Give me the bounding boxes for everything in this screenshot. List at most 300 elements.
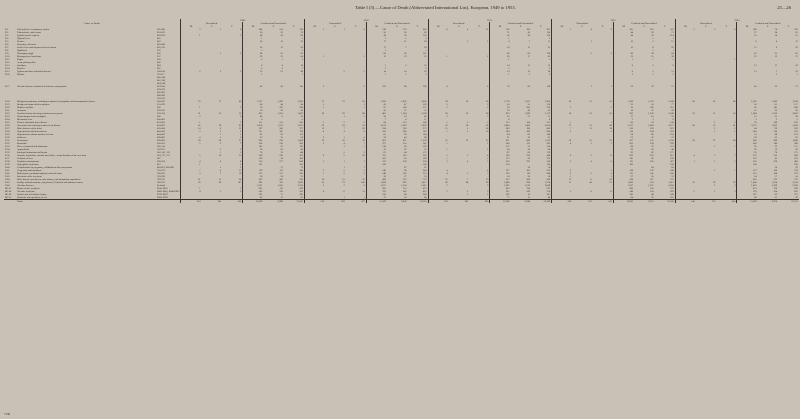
value-cell: 242 xyxy=(402,190,407,193)
value-cell: 58 xyxy=(300,136,303,139)
row-number: B 21. xyxy=(5,109,11,112)
sex-header: T. xyxy=(416,25,419,28)
value-cell: 343 xyxy=(243,190,264,193)
value-cell: 24 xyxy=(280,175,283,178)
value-cell: 1 xyxy=(301,73,303,76)
value-cell: 23,607 xyxy=(284,200,305,204)
value-cell: 43 xyxy=(547,55,551,58)
value-cell: 3 xyxy=(610,169,612,172)
value-cell: 8 xyxy=(672,118,674,121)
value-cell: 25 xyxy=(280,145,283,148)
value-cell: 4 xyxy=(490,40,511,43)
value-cell: 83 xyxy=(300,52,303,55)
value-cell: 32 xyxy=(774,85,778,88)
value-cell: 28 xyxy=(280,148,283,151)
value-cell: 1,201 xyxy=(243,184,264,187)
row-number: B 42. xyxy=(5,172,11,175)
value-cell: 38 xyxy=(304,112,325,115)
value-cell: 34 xyxy=(490,175,511,178)
value-cell: 3 xyxy=(304,142,325,145)
value-cell: 3 xyxy=(181,28,202,31)
value-cell: 2 xyxy=(548,67,551,70)
sex-header: M. xyxy=(490,25,511,28)
value-cell: 39 xyxy=(362,139,365,142)
value-cell: 190 xyxy=(423,85,427,88)
value-cell: 261 xyxy=(613,142,634,145)
value-cell: 13 xyxy=(774,148,778,151)
footer-page-label: 7130 xyxy=(4,412,10,416)
value-cell: 1,133 xyxy=(277,124,283,127)
cause-label: Nephritis and nephrosis xyxy=(17,160,40,163)
icd-code: 050, 051 xyxy=(157,46,166,49)
value-cell: 27 xyxy=(404,175,407,178)
value-cell: 224 xyxy=(526,154,530,157)
value-cell: 1,766 xyxy=(613,100,634,103)
value-cell: 1 xyxy=(487,157,489,160)
value-cell: 1 xyxy=(366,73,387,76)
value-cell: 1 xyxy=(487,40,489,43)
value-cell: 1 xyxy=(304,106,325,109)
icd-code: 084 xyxy=(157,64,161,67)
value-cell: 2 xyxy=(552,172,573,175)
value-cell: 5 xyxy=(363,169,365,172)
value-cell: 3 xyxy=(714,154,716,157)
value-cell: 146 xyxy=(366,169,387,172)
value-cell: 608 xyxy=(299,160,303,163)
value-cell: 15 xyxy=(737,70,758,73)
value-cell: 314 xyxy=(181,200,202,204)
value-cell: 1 xyxy=(487,193,489,196)
value-cell: 536 xyxy=(546,160,551,163)
cause-label: Suicide and self-inflicted injury xyxy=(17,193,47,196)
value-cell: 18 xyxy=(465,124,469,127)
value-cell: 138 xyxy=(650,142,654,145)
value-cell: 11 xyxy=(404,40,407,43)
value-cell: 62 xyxy=(527,52,530,55)
value-cell: 21 xyxy=(651,109,654,112)
cause-label: Bronchitis xyxy=(17,142,27,145)
value-cell: 153 xyxy=(299,133,303,136)
value-cell: 176 xyxy=(572,200,593,204)
value-cell: 1 xyxy=(239,187,242,190)
value-cell: 1,552 xyxy=(524,100,530,103)
icd-code: E970-E979 xyxy=(157,193,168,196)
row-number: B 28. xyxy=(5,130,11,133)
cause-label: All other accidents xyxy=(17,190,35,193)
value-cell: 10 xyxy=(218,154,222,157)
value-cell: 1,600 xyxy=(648,124,654,127)
row-number: B 7. xyxy=(5,46,9,49)
icd-code: 420-422 xyxy=(157,124,165,127)
value-cell: 1,429 xyxy=(737,184,758,187)
value-cell: 74 xyxy=(490,85,511,88)
value-cell: 2 xyxy=(219,148,222,151)
value-cell: 2 xyxy=(552,106,573,109)
value-cell: 4 xyxy=(675,154,696,157)
value-cell: 562 xyxy=(299,178,303,181)
value-cell: 2 xyxy=(610,106,612,109)
value-cell: 4 xyxy=(467,160,469,163)
value-cell: 239 xyxy=(428,200,449,204)
value-cell: 87 xyxy=(366,151,387,154)
value-cell: 20 xyxy=(609,178,612,181)
value-cell: 11 xyxy=(774,64,778,67)
value-cell: 20 xyxy=(671,46,674,49)
value-cell: 28 xyxy=(428,100,449,103)
value-cell: 295 xyxy=(526,160,530,163)
row-number: BE 50. xyxy=(5,196,12,199)
value-cell: 130 xyxy=(299,145,303,148)
value-cell: 40 xyxy=(243,103,264,106)
value-cell: 3,344 xyxy=(668,100,674,103)
value-cell: 993 xyxy=(402,181,407,184)
value-cell: 1 xyxy=(490,37,511,40)
value-cell: 1 xyxy=(672,37,674,40)
value-cell: 21 xyxy=(181,178,202,181)
value-cell: 46 xyxy=(671,148,674,151)
value-cell: 2,860 xyxy=(490,124,511,127)
value-cell: 16 xyxy=(651,115,654,118)
value-cell: 31 xyxy=(651,136,654,139)
value-cell: 61 xyxy=(547,109,551,112)
value-cell: 41 xyxy=(733,124,736,127)
value-cell: 101 xyxy=(243,163,264,166)
value-cell: 7 xyxy=(487,172,489,175)
group-header: Uncertified. xyxy=(181,22,243,25)
value-cell: 1 xyxy=(343,28,345,31)
cause-label: Measles xyxy=(17,67,25,70)
value-cell: 117 xyxy=(794,103,798,106)
value-cell: 2 xyxy=(363,151,365,154)
value-cell: 558 xyxy=(423,160,427,163)
value-cell: 926 xyxy=(526,181,530,184)
value-cell: 54 xyxy=(490,103,511,106)
value-cell: 1 xyxy=(343,196,345,199)
value-cell: 5 xyxy=(181,154,202,157)
value-cell: 136 xyxy=(670,121,674,124)
value-cell: 11 xyxy=(737,46,758,49)
value-cell: 725 xyxy=(670,178,674,181)
icd-code: E980-E999 xyxy=(157,196,168,199)
value-cell: 38 xyxy=(404,52,407,55)
value-cell: 77 xyxy=(490,196,511,200)
value-cell: 23 xyxy=(280,70,283,73)
value-cell: 162 xyxy=(366,157,387,160)
value-cell: 1,258 xyxy=(668,139,674,142)
value-cell: 5 xyxy=(239,136,242,139)
value-cell: 65 xyxy=(366,133,387,136)
value-cell: 1 xyxy=(610,121,612,124)
value-cell: 113 xyxy=(490,121,511,124)
value-cell: 66 xyxy=(490,52,511,55)
value-cell: 55 xyxy=(300,115,303,118)
value-cell: 747 xyxy=(423,130,427,133)
value-cell: 1 xyxy=(467,40,469,43)
value-cell: 23,309 xyxy=(531,200,552,204)
value-cell: 68 xyxy=(774,133,778,136)
value-cell: 1 xyxy=(613,73,634,76)
value-cell: 11 xyxy=(218,178,222,181)
value-cell: 106 xyxy=(773,169,778,172)
value-cell: 243 xyxy=(670,193,674,196)
value-cell: 252 xyxy=(650,154,654,157)
value-cell: 184 xyxy=(366,127,387,130)
row-number: B 45. xyxy=(5,181,11,184)
value-cell: 4,727 xyxy=(668,124,674,127)
icd-code: 340 xyxy=(157,115,161,118)
value-cell: 136 xyxy=(423,145,427,148)
year-header: 1952. xyxy=(552,19,676,22)
value-cell: 4 xyxy=(219,169,222,172)
value-cell: 162 xyxy=(526,28,530,31)
value-cell: 20 xyxy=(795,46,798,49)
cause-label: Nonmeningococcal meningitis xyxy=(17,115,46,118)
value-cell: 30 xyxy=(490,115,511,118)
value-cell: 1 xyxy=(343,136,345,139)
value-cell: 1 xyxy=(366,49,387,52)
value-cell: 248 xyxy=(423,193,427,196)
value-cell: 1,615 xyxy=(668,181,674,184)
value-cell: 18 xyxy=(552,112,573,115)
value-cell: 1 xyxy=(181,34,202,37)
value-cell: 230 xyxy=(402,160,407,163)
value-cell: 3 xyxy=(737,118,758,121)
value-cell: 671 xyxy=(402,139,407,142)
value-cell: 29 xyxy=(280,109,283,112)
value-cell: 458 xyxy=(794,154,798,157)
value-cell: 2,463 xyxy=(792,112,798,115)
value-cell: 87 xyxy=(490,151,511,154)
value-cell: 46 xyxy=(243,115,264,118)
value-cell: 35 xyxy=(280,52,283,55)
value-cell: 108 xyxy=(737,163,758,166)
icd-code: 769-776 xyxy=(157,178,165,181)
value-cell: 104 xyxy=(526,121,530,124)
value-cell: 346 xyxy=(613,190,634,193)
value-cell: 1 xyxy=(239,133,242,136)
value-cell: 128 xyxy=(546,52,551,55)
value-cell: 55 xyxy=(424,148,427,151)
value-cell: 22 xyxy=(404,148,407,151)
value-cell: 27 xyxy=(552,124,573,127)
cause-label: Anæmias xyxy=(17,109,26,112)
value-cell: 112 xyxy=(279,187,283,190)
value-cell: 13,589 xyxy=(737,200,758,204)
value-cell: 1 xyxy=(714,160,716,163)
icd-code: 044, 049, xyxy=(157,82,166,85)
value-cell: 2 xyxy=(552,160,573,163)
value-cell: 12 xyxy=(712,112,716,115)
icd-code: 410-416 xyxy=(157,121,165,124)
value-cell: 117 xyxy=(279,169,283,172)
value-cell: 129 xyxy=(243,169,264,172)
value-cell: 122 xyxy=(737,157,758,160)
value-cell: 632 xyxy=(794,190,798,193)
value-cell: 2 xyxy=(590,52,592,55)
value-cell: 186 xyxy=(794,106,798,109)
row-number: B 44. xyxy=(5,178,11,181)
value-cell: 7 xyxy=(467,178,469,181)
value-cell: 61 xyxy=(774,103,778,106)
value-cell: 148 xyxy=(366,172,387,175)
value-cell: 1 xyxy=(487,142,489,145)
value-cell: 66 xyxy=(651,133,654,136)
value-cell: 10 xyxy=(238,172,242,175)
value-cell: 1 xyxy=(239,121,242,124)
value-cell: 246 xyxy=(299,169,303,172)
icd-code: 043 xyxy=(157,40,161,43)
value-cell: 2 xyxy=(343,172,345,175)
value-cell: 267 xyxy=(546,193,551,196)
cause-label: Tuberculosis, other forms xyxy=(17,31,41,34)
value-cell: 5 xyxy=(239,130,242,133)
icd-code: 763-768 xyxy=(157,175,165,178)
value-cell: 30 xyxy=(428,112,449,115)
value-cell: 3 xyxy=(363,172,365,175)
value-cell: 1,422 xyxy=(277,100,283,103)
value-cell: 106 xyxy=(361,181,365,184)
group-header: Certified and Uncertified. xyxy=(737,22,799,25)
value-cell: 33 xyxy=(304,181,325,184)
value-cell: 13 xyxy=(280,196,283,199)
value-cell: 5 xyxy=(652,70,654,73)
value-cell: 1,578 xyxy=(648,100,654,103)
row-number: B 2. xyxy=(5,31,9,34)
value-cell: 52 xyxy=(671,136,674,139)
cause-label: Scarlet fever and streptococcal sore throat xyxy=(17,46,57,49)
value-cell: 23 xyxy=(342,100,345,103)
row-number: BE 49. xyxy=(5,193,12,196)
value-cell: 719 xyxy=(423,178,427,181)
value-cell: 37 xyxy=(404,109,407,112)
cause-label: Malaria xyxy=(17,73,25,76)
value-cell: 1,619 xyxy=(737,100,758,103)
cause-label: Hypertension with heart disease xyxy=(17,130,47,133)
value-cell: 76 xyxy=(651,121,654,124)
value-cell: 6 xyxy=(734,28,736,31)
value-cell: 9 xyxy=(775,46,778,49)
value-cell: 82 xyxy=(243,196,264,200)
icd-code: 055 xyxy=(157,49,161,52)
value-cell: 1 xyxy=(363,166,365,169)
row-number: B 11. xyxy=(5,58,10,61)
value-cell: 7 xyxy=(405,46,407,49)
value-cell: 12 xyxy=(362,190,365,193)
cause-label: Meningococcal infections xyxy=(17,55,42,58)
icd-code: 430-434 xyxy=(157,127,165,130)
value-cell: 515 xyxy=(670,154,674,157)
value-cell: 98 xyxy=(404,169,407,172)
value-cell: 50 xyxy=(613,106,634,109)
cause-label: Rheumatic fever xyxy=(17,118,33,121)
value-cell: 5 xyxy=(301,49,303,52)
value-cell: 36 xyxy=(366,115,387,118)
icd-code: 760-762 xyxy=(157,172,165,175)
value-cell: 22 xyxy=(795,70,798,73)
cause-label: Intestinal obstruction and hernia xyxy=(17,151,48,154)
value-cell: 19 xyxy=(675,112,696,115)
value-cell: 2 xyxy=(428,190,449,193)
icd-code: 041, 042, xyxy=(157,79,166,82)
group-header: Uncertified. xyxy=(675,22,737,25)
sex-header: F. xyxy=(766,25,769,28)
row-number: B 39. xyxy=(5,163,11,166)
value-cell: 82 xyxy=(527,133,530,136)
icd-code: 059-074 xyxy=(157,88,165,91)
value-cell: 1 xyxy=(490,58,511,61)
value-cell: 1 xyxy=(304,172,325,175)
group-header: Certified and Uncertified. xyxy=(613,22,675,25)
value-cell: 4 xyxy=(652,64,654,67)
value-cell: 78 xyxy=(243,151,264,154)
value-cell: 551 xyxy=(650,139,654,142)
value-cell: 341 xyxy=(366,130,387,133)
sex-header: T. xyxy=(601,25,604,28)
value-cell: 4 xyxy=(219,160,222,163)
value-cell: 112 xyxy=(490,145,511,148)
value-cell: 1 xyxy=(363,55,365,58)
value-cell: 120 xyxy=(243,160,264,163)
value-cell: 220 xyxy=(794,28,798,31)
value-cell: 3 xyxy=(652,118,654,121)
value-cell: 296 xyxy=(299,193,303,196)
value-cell: 94 xyxy=(613,196,634,200)
value-cell: 112 xyxy=(299,34,303,37)
value-cell: 5 xyxy=(405,64,407,67)
cause-label: Whooping cough xyxy=(17,52,34,55)
icd-code: 100-108 xyxy=(157,70,165,73)
value-cell: 11 xyxy=(238,169,242,172)
value-cell: 25 xyxy=(547,64,551,67)
cause-label: Malignant neoplasms, including neoplasms of lymphatic and hæmatopoietic tissues xyxy=(17,100,95,103)
value-cell: 24 xyxy=(366,136,387,139)
value-cell: 60 xyxy=(527,85,530,88)
value-cell: 64 xyxy=(490,133,511,136)
value-cell: 114 xyxy=(403,142,407,145)
row-number: BE 47. xyxy=(5,187,12,190)
value-cell: 194 xyxy=(526,127,530,130)
value-cell: 5 xyxy=(796,118,798,121)
value-cell: 24 xyxy=(243,46,264,49)
value-cell: 1,358 xyxy=(648,112,654,115)
value-cell: 50 xyxy=(527,157,530,160)
value-cell: 185 xyxy=(794,121,798,124)
row-number: B 3. xyxy=(5,34,9,37)
value-cell: 3,959 xyxy=(421,124,427,127)
value-cell: 43 xyxy=(527,31,530,34)
value-cell: 17 xyxy=(366,46,387,49)
value-cell: 226 xyxy=(366,193,387,196)
value-cell: 17 xyxy=(613,115,634,118)
value-cell: 121 xyxy=(670,145,674,148)
value-cell: 48 xyxy=(243,52,264,55)
value-cell: 108 xyxy=(773,172,778,175)
value-cell: 95 xyxy=(737,145,758,148)
value-cell: 160 xyxy=(650,106,654,109)
value-cell: 4 xyxy=(552,142,573,145)
cause-label: Chronic rheumatic heart disease xyxy=(17,121,47,124)
value-cell: 110 xyxy=(546,103,551,106)
value-cell: 93 xyxy=(613,151,634,154)
icd-code: 056 xyxy=(157,52,161,55)
value-cell: 64 xyxy=(651,166,654,169)
value-cell: 871 xyxy=(490,139,511,142)
value-cell: 8 xyxy=(428,28,449,31)
value-cell: 5 xyxy=(243,49,264,52)
icd-code: 290-293 xyxy=(157,109,165,112)
value-cell: 1 xyxy=(613,58,634,61)
icd-code: 543, 571, 572 xyxy=(157,154,170,157)
